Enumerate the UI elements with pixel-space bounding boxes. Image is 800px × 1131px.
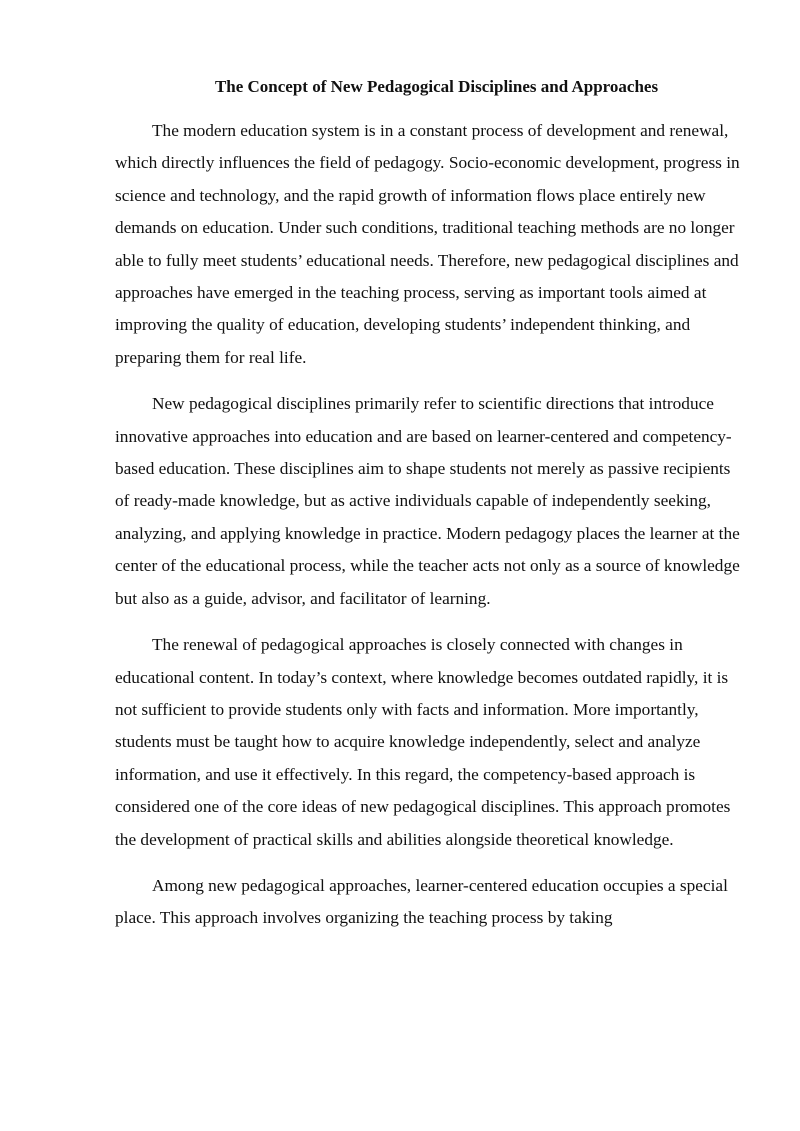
paragraph-4: Among new pedagogical approaches, learner-centered education occupies a special place. This approach involves organizing the teaching process by taking: [115, 875, 728, 928]
paragraph-3: The renewal of pedagogical approaches is closely connected with changes in educational content. In today’s context, where knowledge becomes outdated rapidly, it is not sufficient to provide students only with facts and information. More importantly, students must be taught how to acquire knowledge independently, select and analyze information, and use it effectively. In this regard, the competency-based approach is considered one of the core ideas of new pedagogical disciplines. This approach promotes the development of practical skills and abilities alongside theoretical knowledge.: [115, 635, 731, 849]
paragraph-2: New pedagogical disciplines primarily refer to scientific directions that introduce innovative approaches into education and are based on learner-centered and competency-based education. These disciplines aim to shape students not merely as passive recipients of ready-made knowledge, but as active individuals capable of independently seeking, analyzing, and applying knowledge in practice. Modern pedagogy places the learner at the center of the educational process, while the teacher acts not only as a source of knowledge but also as a guide, advisor, and facilitator of learning.: [115, 394, 740, 608]
document-title: The Concept of New Pedagogical Disciplines and Approaches: [214, 77, 659, 96]
paragraph-1: The modern education system is in a constant process of development and renewal, which directly influences the field of pedagogy. Socio-economic development, progress in science and technology, and the rapid growth of information flows place entirely new demands on education. Under such conditions, traditional teaching methods are no longer able to fully meet students’ educational needs. Therefore, new pedagogical disciplines and approaches have emerged in the teaching process, serving as important tools aimed at improving the quality of education, developing students’ independent thinking, and preparing them for real life.: [115, 121, 740, 367]
